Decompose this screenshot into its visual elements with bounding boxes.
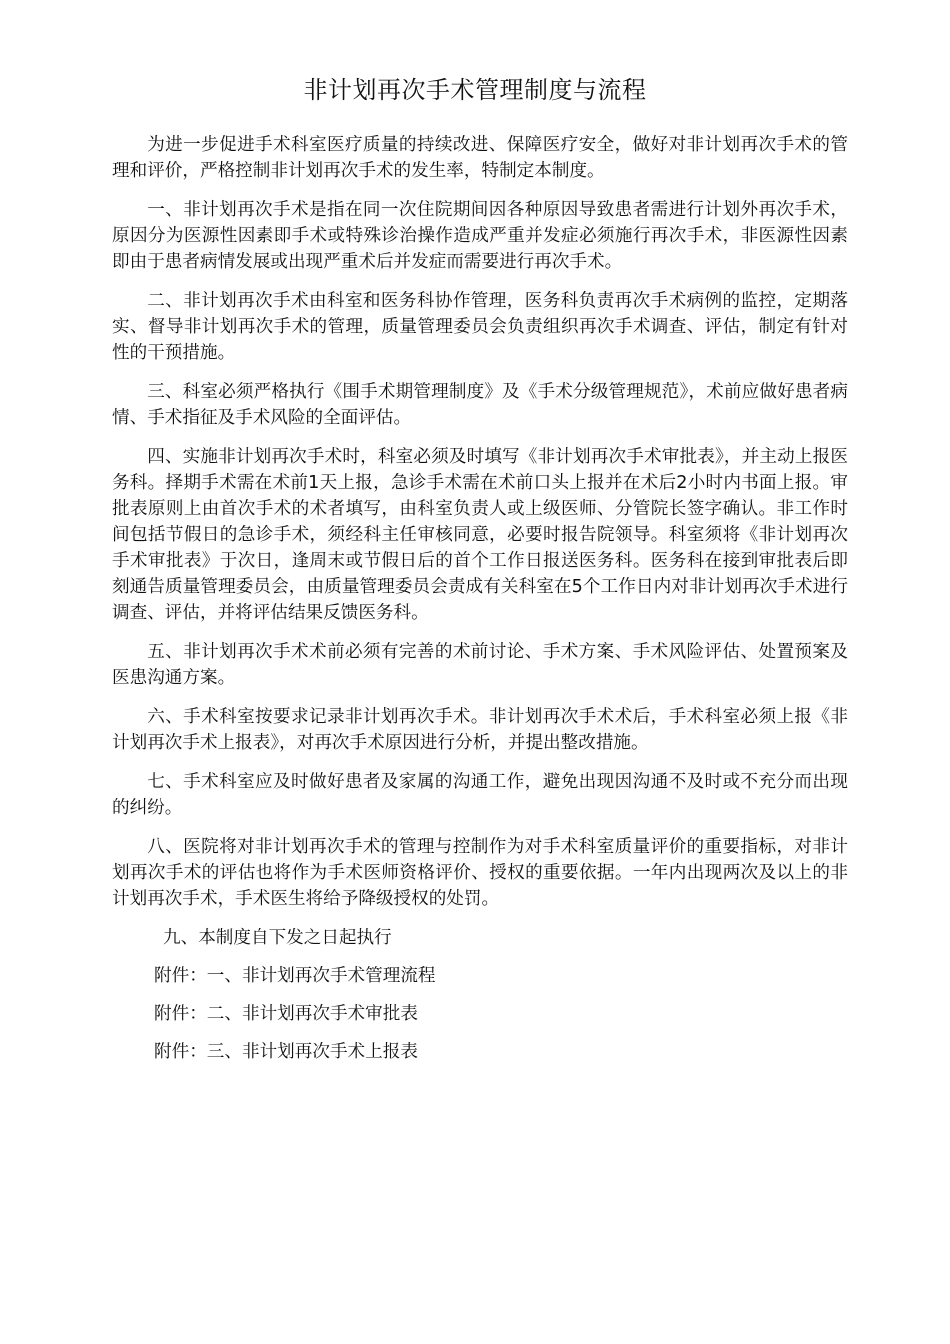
attachment-item: 附件：三、非计划再次手术上报表 xyxy=(154,1042,418,1062)
section-6-paragraph: 六、手术科室按要求记录非计划再次手术。非计划再次手术术后，手术科室必须上报《非计划再次手术上报表》，对再次手术原因进行分析，并提出整改措施。 xyxy=(112,707,848,753)
section-4-paragraph: 四、实施非计划再次手术时，科室必须及时填写《非计划再次手术审批表》，并主动上报医务科。择期手术需在术前1天上报，急诊手术需在术前口头上报并在术后2小时内书面上报。审批表原则上由首次手术的术者填写，由科室负责人或上级医师、分管院长签字确认。非工作时间包括节假日的急诊手术，须经科主任审核同意，必要时报告院领导。科室须将《非计划再次手术审批表》于次日，逢周末或节假日后的首个工作日报送医务科。医务科在接到审批表后即刻通告质量管理委员会，由质量管理委员会责成有关科室在5个工作日内对非计划再次手术进行调查、评估，并将评估结果反馈医务科。 xyxy=(112,447,848,623)
attachment-item: 附件：一、非计划再次手术管理流程 xyxy=(154,966,436,986)
section-7-paragraph: 七、手术科室应及时做好患者及家属的沟通工作，避免出现因沟通不及时或不充分而出现的纠纷。 xyxy=(112,772,848,818)
section-2-paragraph: 二、非计划再次手术由科室和医务科协作管理，医务科负责再次手术病例的监控，定期落实、督导非计划再次手术的管理，质量管理委员会负责组织再次手术调查、评估，制定有针对性的干预措施。 xyxy=(112,291,848,363)
section-3-paragraph: 三、科室必须严格执行《围手术期管理制度》及《手术分级管理规范》，术前应做好患者病情、手术指征及手术风险的全面评估。 xyxy=(112,382,848,428)
document-title: 非计划再次手术管理制度与流程 xyxy=(303,76,647,104)
document-body xyxy=(112,132,848,1077)
section-5-paragraph: 五、非计划再次手术术前必须有完善的术前讨论、手术方案、手术风险评估、处置预案及医患沟通方案。 xyxy=(112,642,848,688)
section-8-paragraph: 八、医院将对非计划再次手术的管理与控制作为对手术科室质量评价的重要指标，对非计划再次手术的评估也将作为手术医师资格评价、授权的重要依据。一年内出现两次及以上的非计划再次手术，手术医生将给予降级授权的处罚。 xyxy=(112,837,848,909)
effective-clause: 九、本制度自下发之日起执行 xyxy=(163,928,392,948)
section-1-paragraph: 一、非计划再次手术是指在同一次住院期间因各种原因导致患者需进行计划外再次手术，原因分为医源性因素即手术或特殊诊治操作造成严重并发症必须施行再次手术，非医源性因素即由于患者病情发展或出现严重术后并发症而需要进行再次手术。 xyxy=(112,200,848,272)
intro-paragraph: 为进一步促进手术科室医疗质量的持续改进、保障医疗安全，做好对非计划再次手术的管理和评价，严格控制非计划再次手术的发生率，特制定本制度。 xyxy=(112,135,848,181)
attachment-item: 附件：二、非计划再次手术审批表 xyxy=(154,1004,418,1024)
